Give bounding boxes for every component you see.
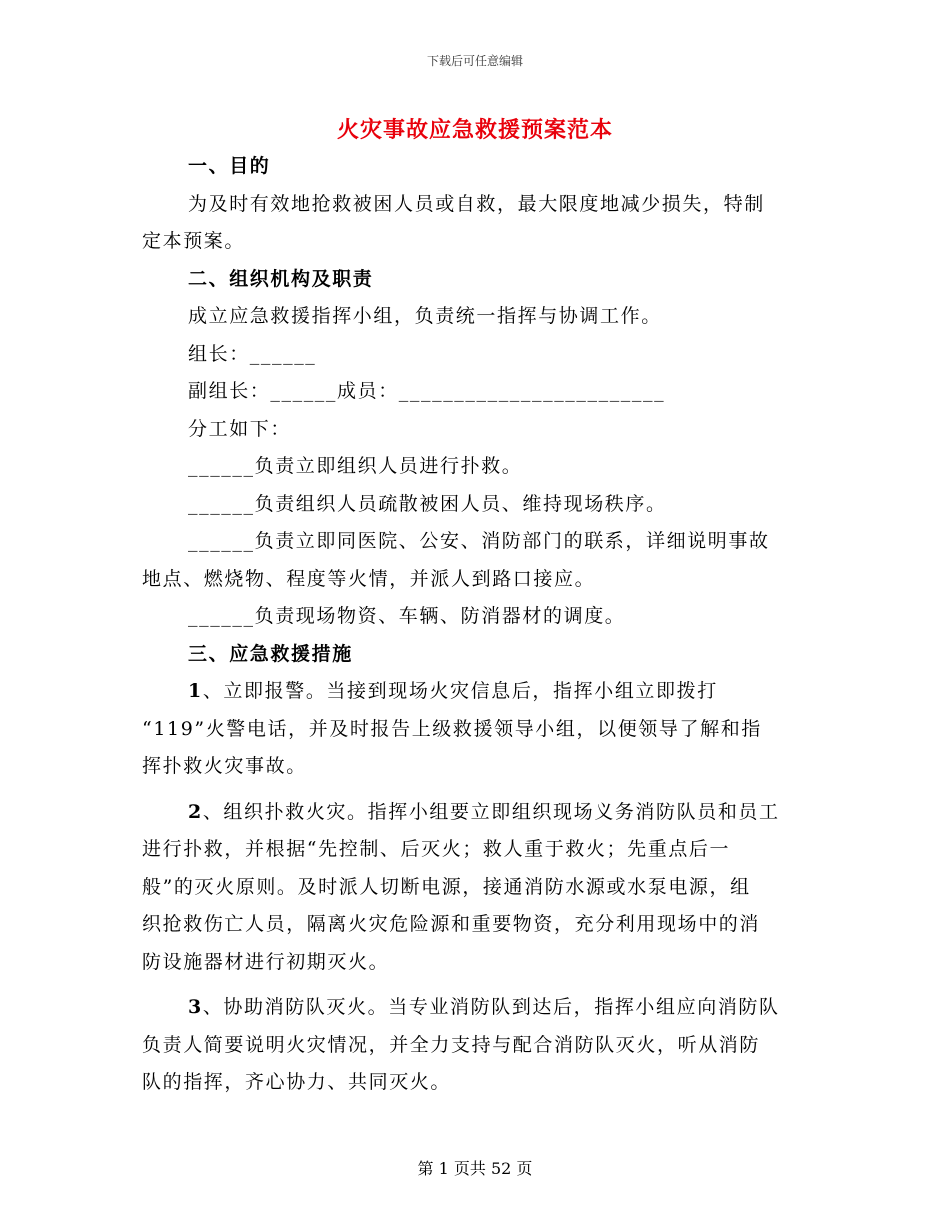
paragraph-line — [142, 989, 808, 1027]
item-number: 3 — [188, 996, 203, 1018]
duty-line: ______负责立即组织人员进行扑救。 — [188, 455, 523, 477]
duty-line: 地点、燃烧物、程度等火情，并派人到路口接应。 — [142, 567, 596, 590]
paragraph-line: 队的指挥，齐心协力、共同灭火。 — [142, 1071, 452, 1093]
paragraph-line: 定本预案。 — [142, 230, 246, 252]
paragraph-line: “119”火警电话，并及时报告上级救援领导小组，以便领导了解和指 — [142, 717, 762, 740]
paragraph-line — [142, 794, 808, 832]
paragraph-text: 、协助消防队灭火。当专业消防队到达后，指挥小组应向消防队 — [202, 996, 780, 1018]
paragraph-line: 分工如下： — [188, 417, 292, 440]
duty-line: ______负责组织人员疏散被困人员、维持现场秩序。 — [188, 492, 667, 515]
page-number: 第 1 页共 52 页 — [417, 1159, 533, 1178]
paragraph-line — [142, 673, 808, 711]
leader-field: 组长：______ — [188, 342, 317, 365]
duty-line: ______负责现场物资、车辆、防消器材的调度。 — [188, 605, 626, 627]
paragraph-line: 般”的灭火原则。及时派人切断电源，接通消防水源或水泵电源，组 — [142, 875, 751, 898]
paragraph-line: 防设施器材进行初期灭火。 — [142, 950, 390, 973]
section-heading: 二、组织机构及职责 — [188, 267, 374, 290]
section-heading: 三、应急救援措施 — [188, 642, 353, 665]
section-heading: 一、目的 — [188, 155, 271, 177]
paragraph-line: 成立应急救援指挥小组，负责统一指挥与协调工作。 — [188, 305, 662, 327]
duty-line: ______负责立即同医院、公安、消防部门的联系，详细说明事故 — [188, 530, 770, 552]
document-body — [142, 148, 808, 1102]
paragraph-line: 挥扑救火灾事故。 — [142, 755, 307, 777]
members-field: 副组长：______成员：________________________ — [188, 380, 666, 402]
paragraph-line: 负责人简要说明火灾情况，并全力支持与配合消防队灭火，听从消防 — [142, 1033, 761, 1056]
item-number: 2 — [188, 800, 203, 823]
download-note: 下载后可任意编辑 — [426, 54, 523, 68]
item-number: 1 — [188, 680, 203, 702]
document-title: 火灾事故应急救援预案范本 — [336, 117, 613, 143]
paragraph-line: 为及时有效地抢救被困人员或自救，最大限度地减少损失，特制 — [188, 192, 765, 215]
paragraph-line: 进行扑救，并根据“先控制、后灭火；救人重于救火；先重点后一 — [142, 838, 731, 860]
paragraph-line: 织抢救伤亡人员，隔离火灾危险源和重要物资，充分利用现场中的消 — [142, 913, 761, 935]
paragraph-text: 、组织扑救火灾。指挥小组要立即组织现场义务消防队员和员工 — [202, 800, 780, 823]
paragraph-text: 、立即报警。当接到现场火灾信息后，指挥小组立即拨打 — [202, 680, 718, 702]
